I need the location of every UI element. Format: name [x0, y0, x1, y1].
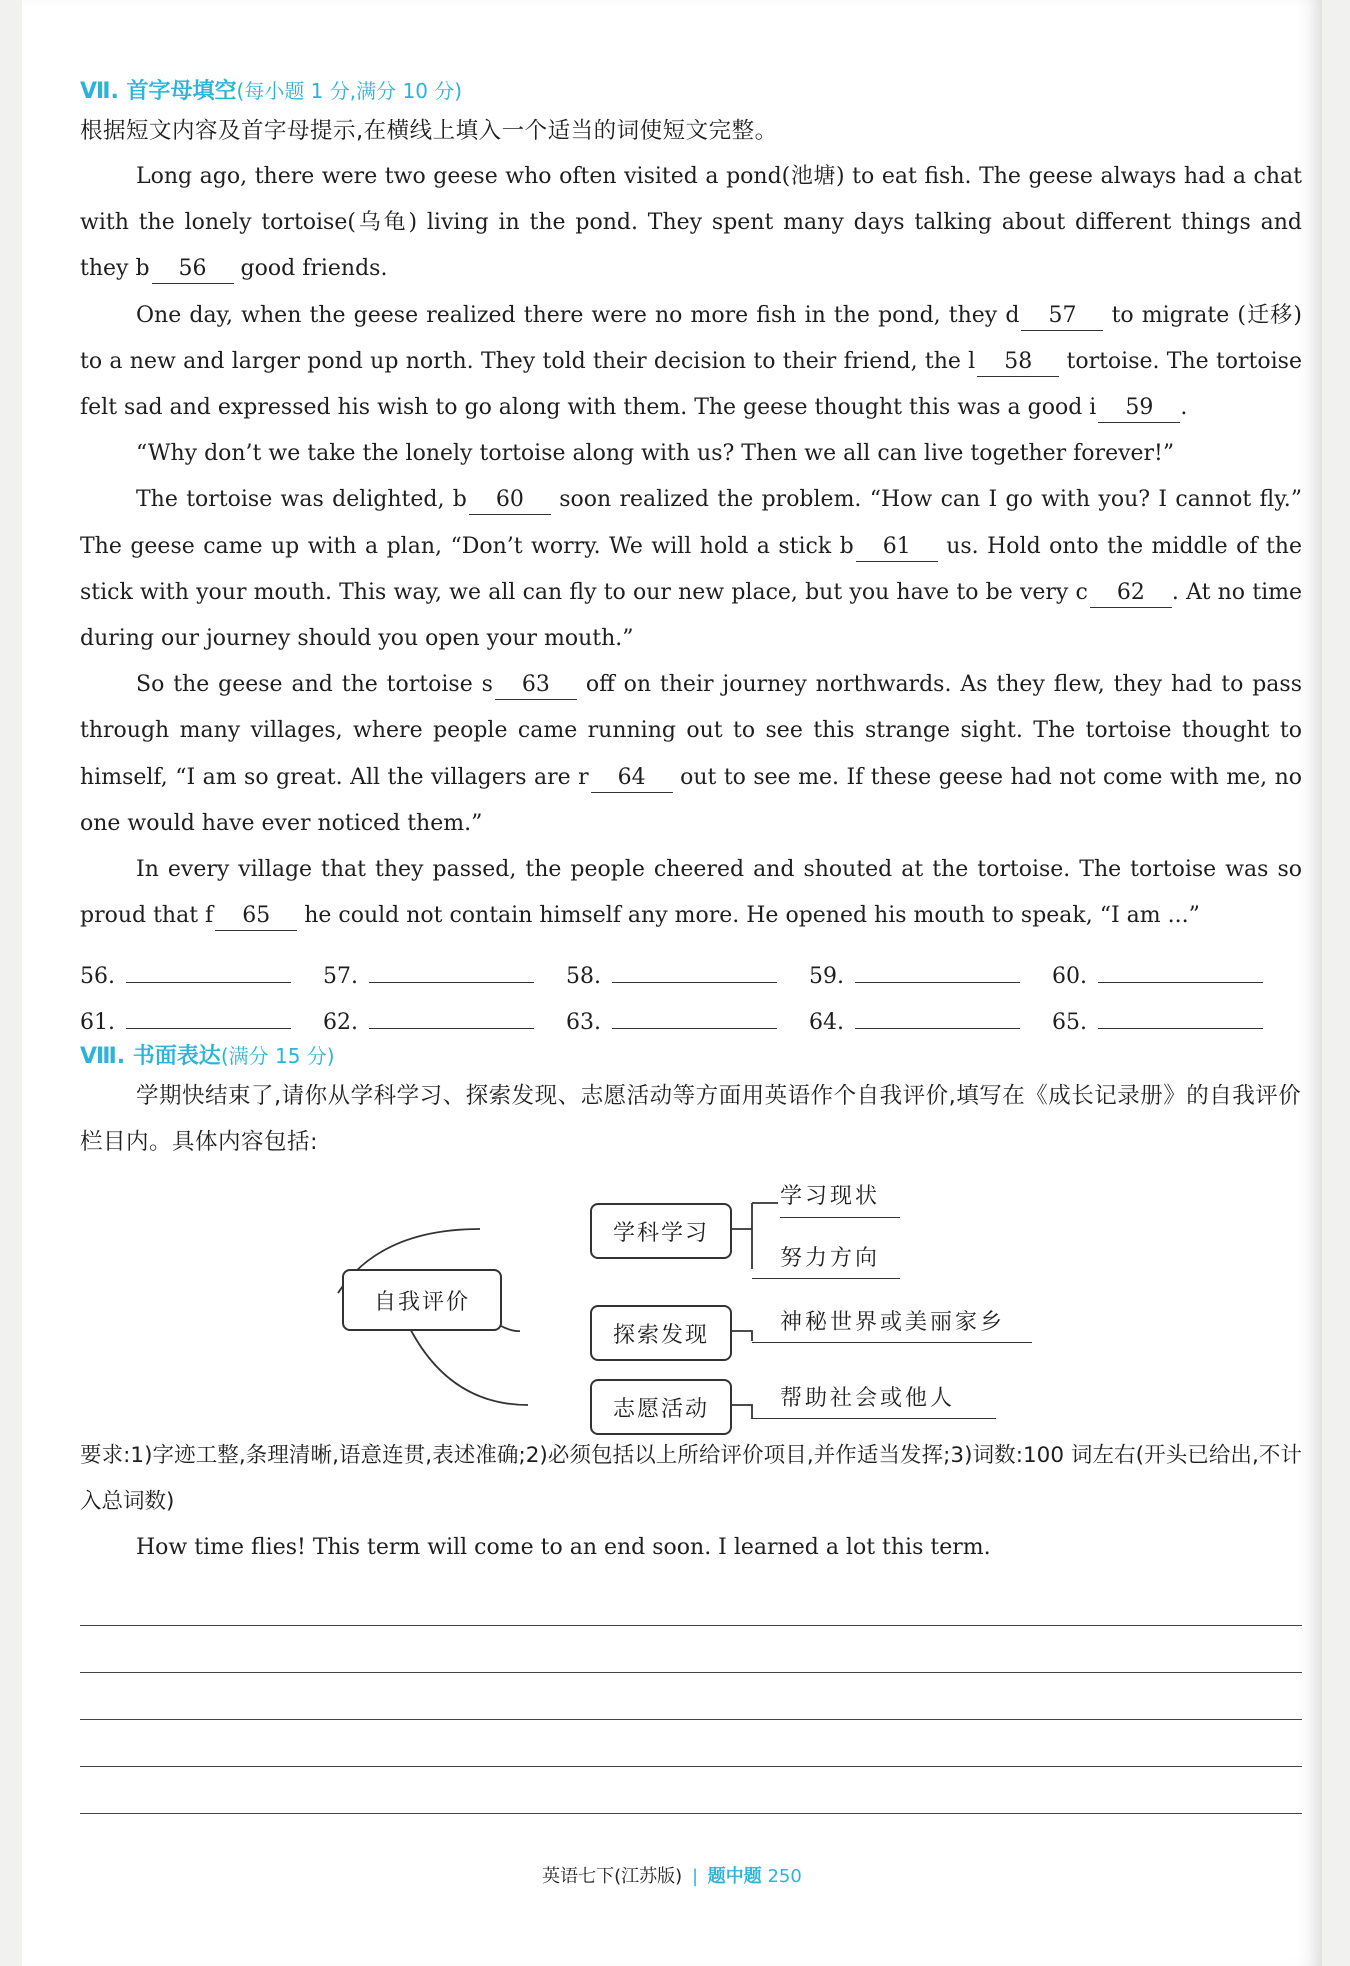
writing-line[interactable]	[80, 1767, 1302, 1814]
section7-note: (每小题 1 分,满分 10 分)	[236, 79, 463, 103]
essay-opening: How time flies! This term will come to an end soon. I learned a lot this term.	[136, 1535, 991, 1561]
section8-note: (满分 15 分)	[220, 1044, 335, 1069]
blank-61: 61	[856, 535, 938, 562]
text: So the geese and the tortoise s	[136, 672, 493, 698]
page-footer	[22, 1862, 1322, 1888]
answer-line[interactable]	[855, 1006, 1020, 1029]
answer-line[interactable]	[126, 960, 291, 983]
answer-number: 59.	[809, 964, 844, 990]
page-number: 250	[767, 1866, 802, 1887]
blank-65: 65	[215, 904, 297, 931]
text: In every village that they passed, the people cheered and shouted at the tortoise. The tortoise was so proud that f	[80, 857, 1302, 929]
answer-line[interactable]	[126, 1006, 291, 1029]
blank-56: 56	[152, 257, 234, 284]
leaf-mysterious-world: 神秘世界或美丽家乡	[752, 1303, 1032, 1343]
answer-line[interactable]	[369, 960, 534, 983]
answer-number: 64.	[809, 1010, 844, 1036]
text: us. Hold onto the middle of the stick with your mouth. This way, we all can fly to our new place, but you have to be very c	[80, 533, 1302, 605]
root-node: 自我评价	[342, 1269, 502, 1331]
section7-instruction: 根据短文内容及首字母提示,在横线上填入一个适当的词使短文完整。	[80, 118, 778, 144]
blank-63: 63	[495, 673, 577, 700]
leaf-effort-direction: 努力方向	[752, 1239, 900, 1279]
passage-paragraph	[80, 154, 1302, 293]
blank-62: 62	[1090, 581, 1172, 608]
text: soon realized the problem. “How can I go with you? I cannot fly.” The geese came up with a plan, “Don’t worry. We will hold a stick b	[80, 487, 1302, 559]
answer-slot[interactable]	[80, 1006, 323, 1035]
answer-number: 56.	[80, 964, 115, 990]
answer-slot[interactable]	[1052, 960, 1295, 989]
answer-slot[interactable]	[80, 960, 323, 989]
section8-instruction: 学期快结束了,请你从学科学习、探索发现、志愿活动等方面用英语作个自我评价,填写在《成长记录册》的自我评价栏目内。具体内容包括:	[80, 1083, 1302, 1156]
answer-slot[interactable]	[566, 960, 809, 989]
answer-line[interactable]	[612, 1006, 777, 1029]
passage-paragraph	[80, 662, 1302, 847]
passage-paragraph	[80, 477, 1302, 662]
text: off on their journey northwards. As they flew, they had to pass through many villages, where people came running out to see this strange sight. The tortoise thought to himself, “I am so great. All the villagers are r	[80, 672, 1302, 790]
text: . At no time during our journey should you open your mouth.”	[80, 579, 1302, 652]
answer-slot[interactable]	[809, 960, 1052, 989]
answer-line[interactable]	[1098, 1006, 1263, 1029]
answer-slot[interactable]	[809, 1006, 1052, 1035]
answer-grid	[80, 943, 1302, 1035]
brand-logo: 题中题	[707, 1866, 762, 1887]
answer-row	[80, 989, 1302, 1035]
answer-slot[interactable]	[323, 1006, 566, 1035]
answer-line[interactable]	[1098, 960, 1263, 983]
text: out to see me. If these geese had not come with me, no one would have ever noticed them.”	[80, 764, 1302, 836]
text: .	[1180, 395, 1188, 421]
passage-paragraph	[80, 847, 1302, 939]
writing-area[interactable]	[80, 1579, 1302, 1814]
leaf-help-others: 帮助社会或他人	[752, 1379, 996, 1419]
branch-node-exploration: 探索发现	[590, 1305, 732, 1361]
footer-separator: |	[691, 1866, 699, 1887]
blank-60: 60	[469, 488, 551, 515]
section7-title	[80, 74, 1302, 108]
blank-59: 59	[1098, 396, 1180, 423]
requirements: 要求:1)字迹工整,条理清晰,语意连贯,表述准确;2)必须包括以上所给评价项目,并作适当发挥;3)词数:100 词左右(开头已给出,不计入总词数)	[80, 1443, 1302, 1515]
blank-58: 58	[977, 350, 1059, 377]
text: Long ago, there were two geese who often visited a pond(池塘) to eat fish. The geese always had a chat with the lonely tortoise(乌龟) living in the pond. They spent many days talking about different things and they b	[80, 164, 1302, 282]
text: he could not contain himself any more. He opened his mouth to speak, “I am ...”	[297, 903, 1200, 929]
answer-slot[interactable]	[1052, 1006, 1295, 1035]
section8-title	[80, 1039, 1302, 1073]
section7-title-text: Ⅶ. 首字母填空	[80, 79, 237, 104]
section8-title-text: Ⅷ. 书面表达	[80, 1044, 221, 1070]
leaf-current-status: 学习现状	[780, 1177, 900, 1218]
blank-57: 57	[1021, 304, 1103, 331]
book-title: 英语七下(江苏版)	[542, 1866, 683, 1887]
writing-line[interactable]	[80, 1579, 1302, 1626]
text: One day, when the geese realized there were no more fish in the pond, they d	[136, 302, 1020, 328]
answer-row	[80, 943, 1302, 989]
branch-node-volunteer: 志愿活动	[590, 1379, 732, 1435]
answer-number: 62.	[323, 1010, 358, 1036]
answer-number: 61.	[80, 1010, 115, 1036]
branch-node-subject-study: 学科学习	[590, 1203, 732, 1259]
mind-map-diagram	[80, 1173, 1302, 1433]
content	[80, 74, 1302, 1814]
worksheet-page	[22, 0, 1322, 1966]
passage-paragraph: “Why don’t we take the lonely tortoise along with us? Then we all can live together forever!”	[136, 441, 1175, 467]
answer-number: 58.	[566, 964, 601, 990]
text: good friends.	[233, 256, 388, 282]
answer-number: 57.	[323, 964, 358, 990]
blank-64: 64	[591, 766, 673, 793]
answer-number: 60.	[1052, 964, 1087, 990]
answer-number: 63.	[566, 1010, 601, 1036]
answer-line[interactable]	[855, 960, 1020, 983]
answer-line[interactable]	[612, 960, 777, 983]
text: The tortoise was delighted, b	[136, 487, 467, 513]
answer-line[interactable]	[369, 1006, 534, 1029]
passage-paragraph	[80, 293, 1302, 432]
text: to migrate (迁移) to a new and larger pond up north. They told their decision to their friend, the l	[80, 302, 1302, 374]
writing-line[interactable]	[80, 1720, 1302, 1767]
answer-number: 65.	[1052, 1010, 1087, 1036]
writing-line[interactable]	[80, 1673, 1302, 1720]
text: tortoise. The tortoise felt sad and expressed his wish to go along with them. The geese thought this was a good i	[80, 348, 1302, 421]
answer-slot[interactable]	[566, 1006, 809, 1035]
answer-slot[interactable]	[323, 960, 566, 989]
writing-line[interactable]	[80, 1626, 1302, 1673]
